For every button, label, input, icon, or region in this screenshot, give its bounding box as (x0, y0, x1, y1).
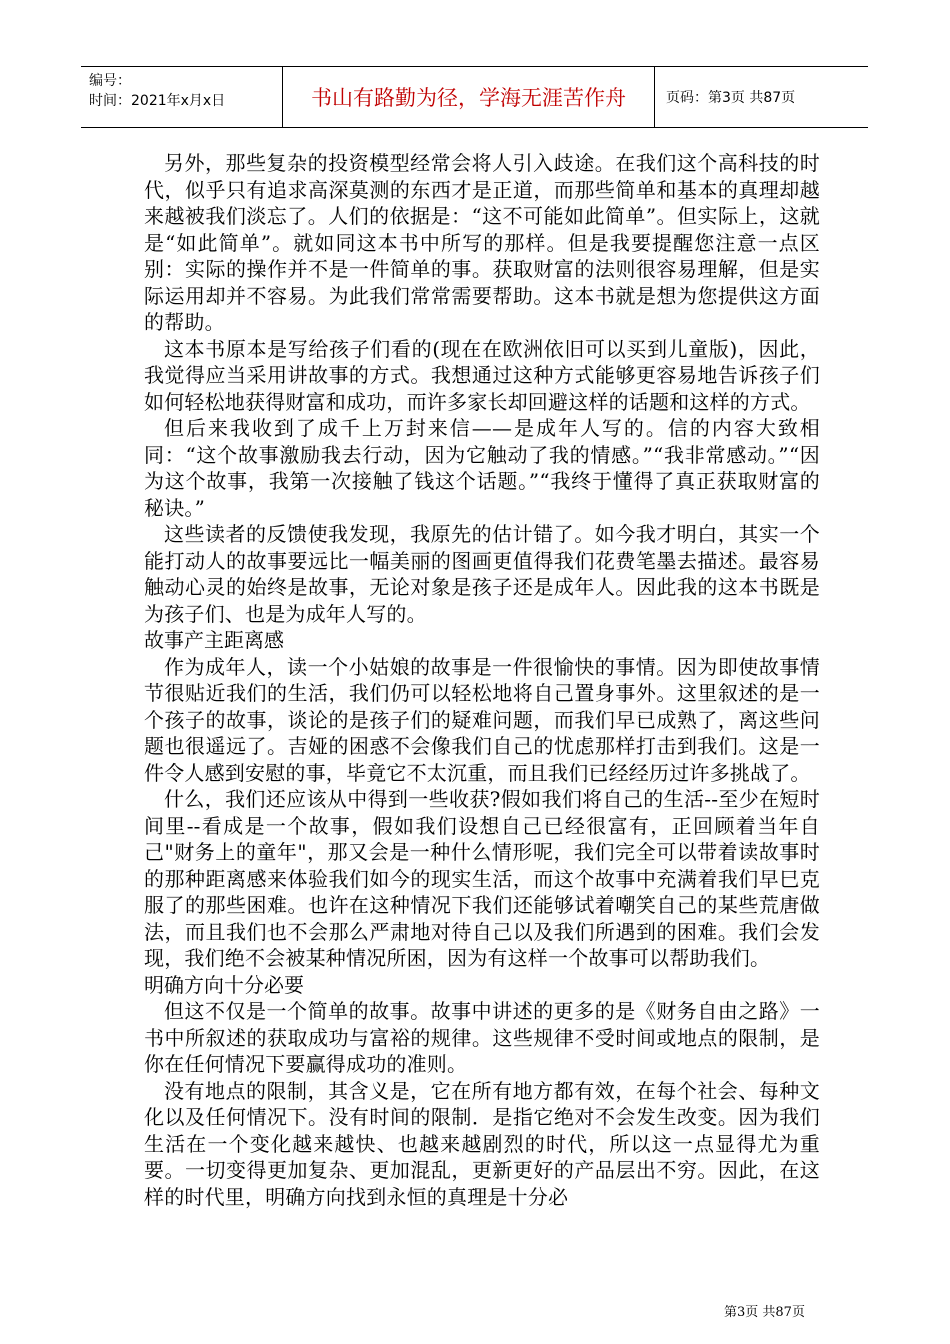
page-header (81, 66, 868, 128)
body-paragraph: 另外，那些复杂的投资模型经常会将人引入歧途。在我们这个高科技的时代，似乎只有追求高深莫测的东西才是正道，而那些简单和基本的真理却越来越被我们淡忘了。人们的依据是：“这不可能如此简单”。但实际上，这就是“如此简单”。就如同这本书中所写的那样。但是我要提醒您注意一点区别：实际的操作并不是一件简单的事。获取财富的法则很容易理解，但是实际运用却并不容易。为此我们常常需要帮助。这本书就是想为您提供这方面的帮助。 (144, 151, 820, 334)
header-divider (654, 67, 655, 127)
document-number-label: 编号： (89, 73, 131, 89)
body-paragraph: 作为成年人，读一个小姑娘的故事是一件很愉快的事情。因为即使故事情节很贴近我们的生活，我们仍可以轻松地将自己置身事外。这里叙述的是一个孩子的故事，谈论的是孩子们的疑难问题，而我们早已成熟了，离这些问题也很遥远了。吉娅的困惑不会像我们自己的忧虑那样打击到我们。这是一件令人感到安慰的事，毕竟它不太沉重，而且我们已经经历过许多挑战了。 (144, 654, 820, 785)
body-paragraph: 但这不仅是一个简单的故事。故事中讲述的更多的是《财务自由之路》一书中所叙述的获取成功与富裕的规律。这些规律不受时间或地点的限制，是你在任何情况下要赢得成功的准则。 (144, 999, 820, 1076)
body-paragraph: 没有地点的限制，其含义是，它在所有地方都有效，在每个社会、每种文化以及任何情况下。没有时间的限制．是指它绝对不会发生改变。因为我们生活在一个变化越来越快、也越来越剧烈的时代，所以这一点显得尤为重要。一切变得更加复杂、更加混乱，更新更好的产品层出不穷。因此，在这样的时代里，明确方向找到永恒的真理是十分必 (144, 1078, 820, 1209)
body-paragraph: 但后来我收到了成千上万封来信——是成年人写的。信的内容大致相同：“这个故事激励我去行动，因为它触动了我的情感。”“我非常感动。”“因为这个故事，我第一次接触了钱这个话题。”“我终于懂得了真正获取财富的秘诀。” (144, 416, 820, 520)
section-heading: 故事产主距离感 (144, 628, 284, 652)
body-paragraph: 什么，我们还应该从中得到一些收获?假如我们将自己的生活--至少在短时间里--看成是一个故事，假如我们设想自己已经很富有，正回顾着当年自己"财务上的童年"，那又会是一种什么情形呢，我们完全可以带着读故事时的那种距离感来体验我们如今的现实生活，而这个故事中充满着我们早巳克服了的那些困难。也许在这种情况下我们还能够试着嘲笑自己的某些荒唐做法，而且我们也不会那么严肃地对待自己以及我们所遇到的困难。我们会发现，我们绝不会被某种情况所困，因为有这样一个故事可以帮助我们。 (144, 787, 820, 970)
header-page-number: 页码：第3页 共87页 (666, 90, 796, 106)
body-paragraph: 这些读者的反馈使我发现，我原先的估计错了。如今我才明白，其实一个能打动人的故事要远比一幅美丽的图画更值得我们花费笔墨去描述。最容易触动心灵的始终是故事，无论对象是孩子还是成年人。因此我的这本书既是为孩子们、也是为成年人写的。 (144, 522, 820, 626)
document-time-label: 时间：2021年x月x日 (89, 93, 226, 109)
document-body (144, 150, 820, 1210)
header-meta (89, 71, 225, 111)
body-paragraph: 这本书原本是写给孩子们看的(现在在欧洲依旧可以买到儿童版)，因此，我觉得应当采用讲故事的方式。我想通过这种方式能够更容易地告诉孩子们如何轻松地获得财富和成功，而许多家长却回避这样的话题和这样的方式。 (144, 336, 820, 414)
page-footer: 第3页 共87页 (724, 1305, 805, 1320)
section-heading: 明确方向十分必要 (144, 972, 304, 997)
header-motto: 书山有路勤为径，学海无涯苦作舟 (311, 86, 626, 110)
